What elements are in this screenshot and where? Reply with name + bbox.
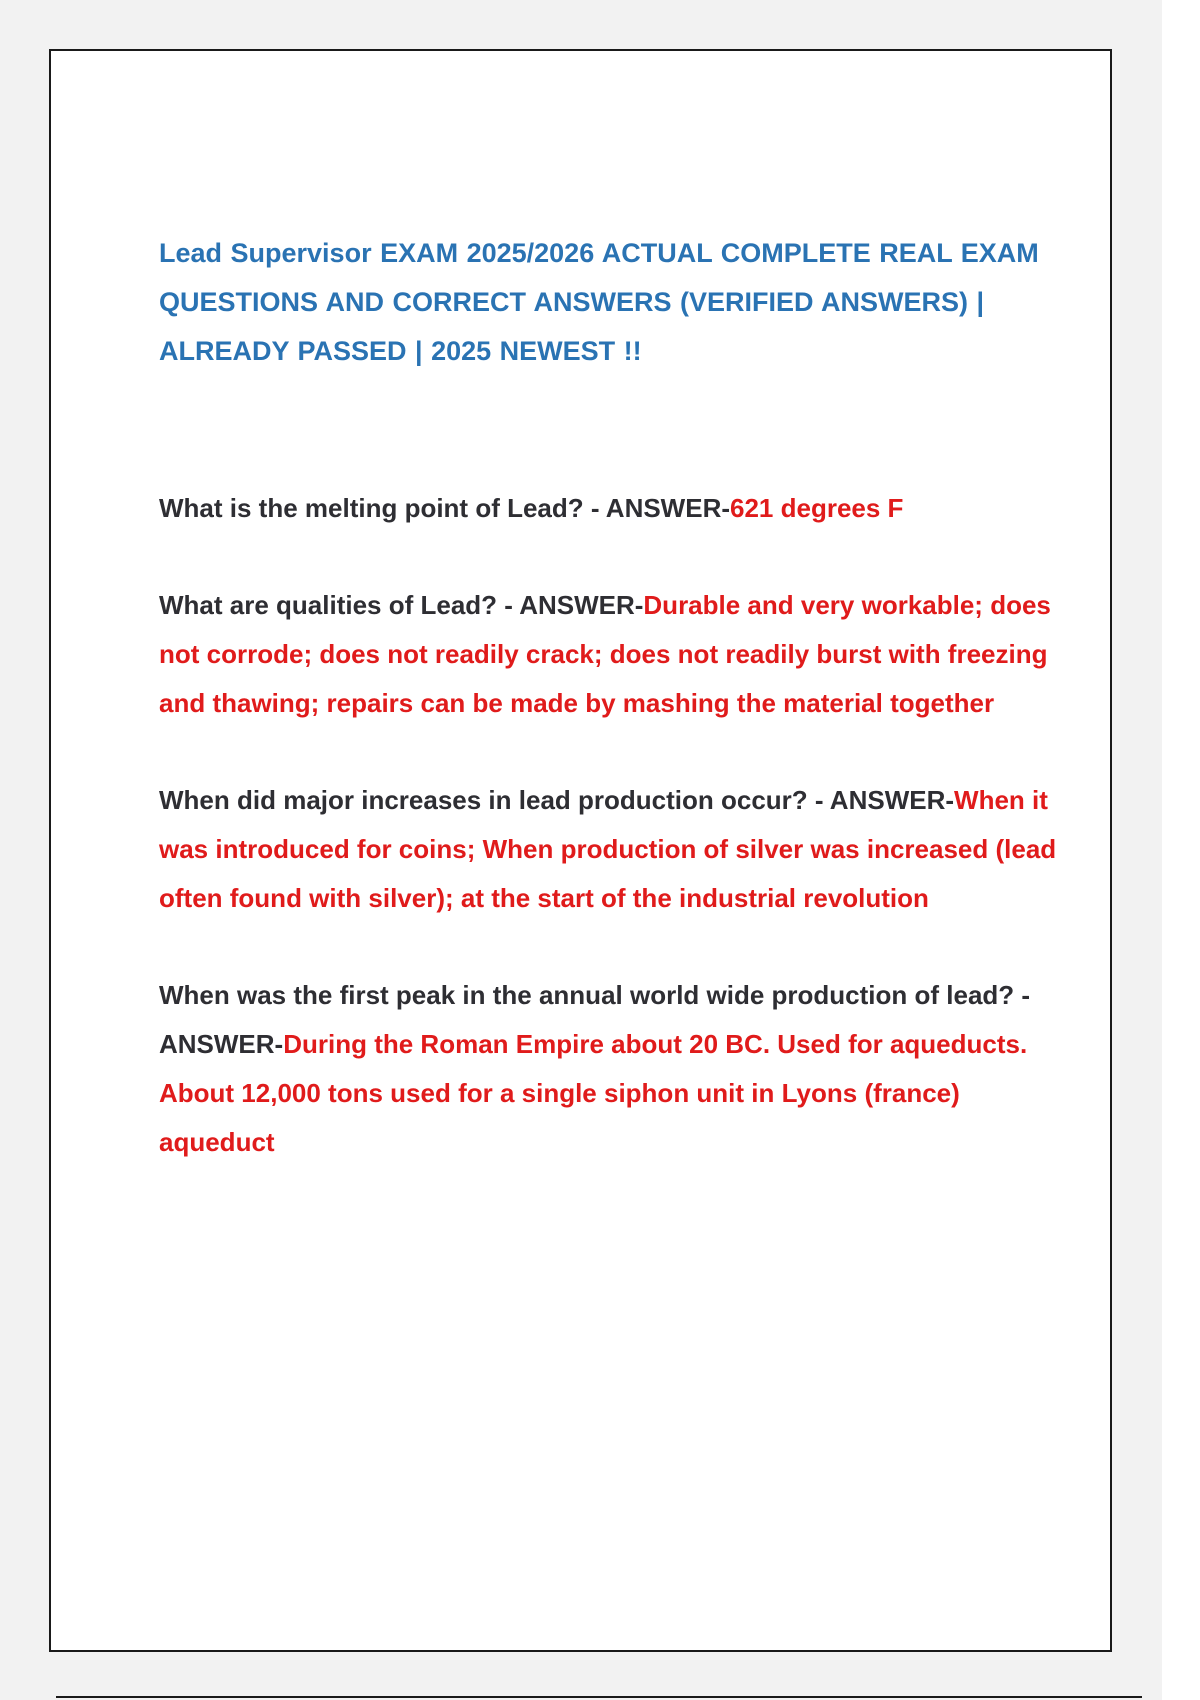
answer-text: When it was introduced for coins; When production of silver was increased (lead often found with silver); at the start of the industrial revolution [159,785,1057,913]
qa-item-qualities [159,581,1059,728]
answer-text: 621 degrees F [730,493,904,523]
question-text: What is the melting point of Lead? - ANSWER- [159,493,730,523]
qa-item-production-increases [159,776,1059,923]
qa-item-first-peak [159,971,1059,1167]
answer-text: During the Roman Empire about 20 BC. Used for aqueducts. About 12,000 tons used for a single siphon unit in Lyons (france) aqueduct [159,1029,1028,1157]
question-text: When did major increases in lead production occur? - ANSWER- [159,785,955,815]
qa-list [159,484,1059,1167]
answer-text: Durable and very workable; does not corrode; does not readily crack; does not readily burst with freezing and thawing; repairs can be made by mashing the material together [159,590,1051,718]
page-gutter [1162,0,1200,1700]
page-content [159,229,1059,1215]
document-page [49,49,1112,1652]
question-text: What are qualities of Lead? - ANSWER- [159,590,644,620]
next-page-edge [56,1696,1142,1698]
document-title: Lead Supervisor EXAM 2025/2026 ACTUAL COMPLETE REAL EXAM QUESTIONS AND CORRECT ANSWERS (VERIFIED ANSWERS) | ALREADY PASSED | 2025 NEWEST !! [159,238,1039,366]
qa-item-melting-point [159,484,1059,533]
question-text: When was the first peak in the annual world wide production of lead? - ANSWER- [159,980,1031,1059]
